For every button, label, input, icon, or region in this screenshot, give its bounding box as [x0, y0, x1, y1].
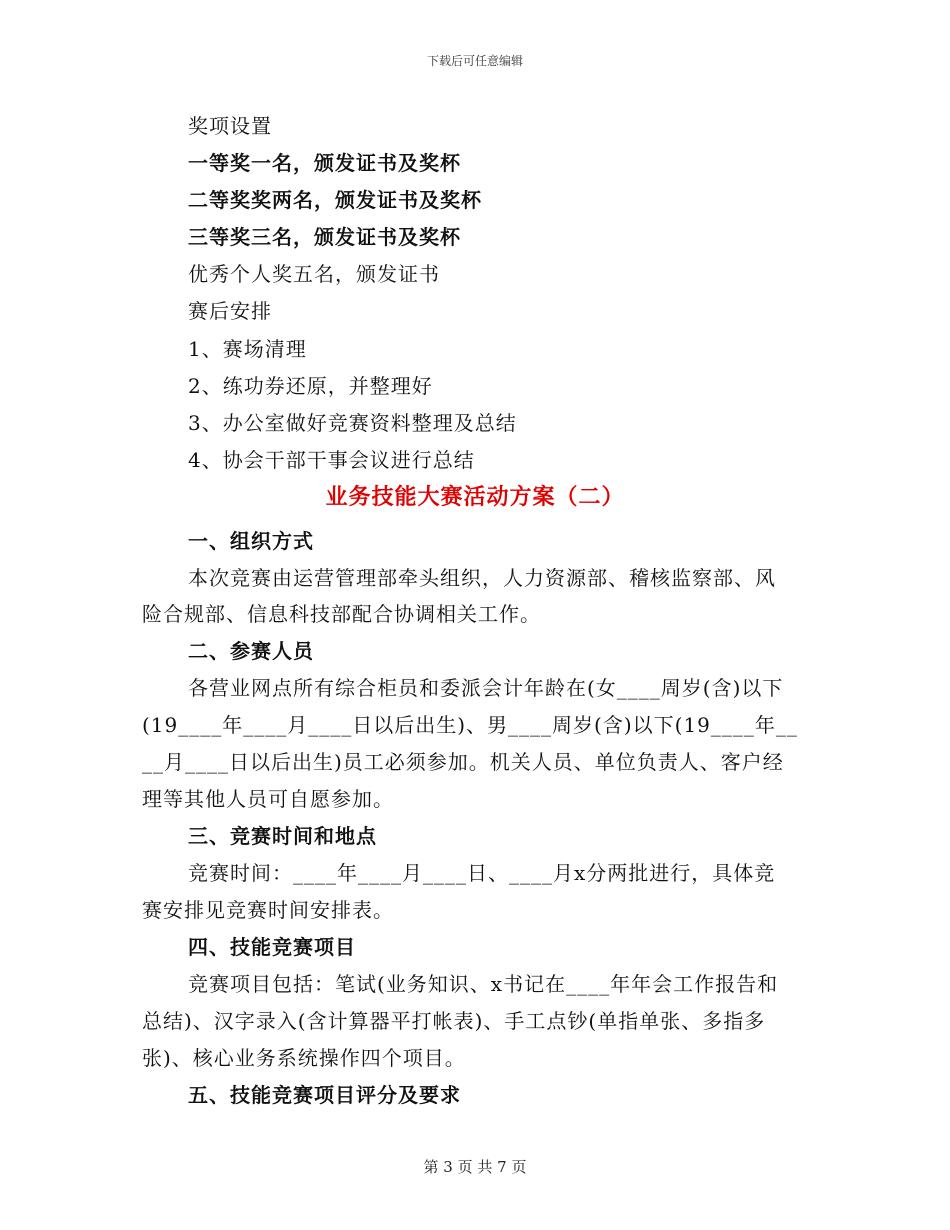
page-header: 下载后可任意编辑: [426, 54, 523, 68]
page-footer: 第 3 页 共 7 页: [423, 1158, 527, 1176]
award-excellent: 优秀个人奖五名，颁发证书: [188, 262, 440, 286]
paragraph-line: 赛安排见竞赛时间安排表。: [142, 898, 394, 922]
paragraph-line: (19____年____月____日以后出生)、男____周岁(含)以下(19____年__: [142, 713, 798, 737]
paragraph-line: 理等其他人员可自愿参加。: [142, 787, 394, 811]
award-third: 三等奖三名，颁发证书及奖杯: [188, 225, 461, 249]
paragraph-line: 总结)、汉字录入(含计算器平打帐表)、手工点钞(单指单张、多指多: [142, 1009, 766, 1033]
award-first: 一等奖一名，颁发证书及奖杯: [188, 151, 461, 175]
after-item: 2、练功券还原，并整理好: [188, 374, 433, 398]
awards-heading: 奖项设置: [188, 114, 272, 138]
paragraph-line: 险合规部、信息科技部配合协调相关工作。: [142, 602, 541, 626]
section-heading-org: 一、组织方式: [188, 529, 314, 553]
paragraph-line: 张)、核心业务系统操作四个项目。: [142, 1046, 466, 1070]
document-title: 业务技能大赛活动方案（二）: [325, 484, 625, 510]
award-second: 二等奖奖两名，颁发证书及奖杯: [188, 188, 482, 212]
paragraph-line: __月____日以后出生)员工必须参加。机关人员、单位负责人、客户经: [142, 750, 784, 774]
paragraph-line: 竞赛项目包括：笔试(业务知识、x书记在____年年会工作报告和: [188, 972, 779, 996]
section-heading-participants: 二、参赛人员: [188, 639, 314, 663]
after-item: 1、赛场清理: [188, 337, 307, 361]
section-heading-scoring: 五、技能竞赛项目评分及要求: [188, 1083, 461, 1107]
section-heading-time: 三、竞赛时间和地点: [188, 824, 377, 848]
after-item: 4、协会干部干事会议进行总结: [188, 448, 475, 472]
paragraph-line: 各营业网点所有综合柜员和委派会计年龄在(女____周岁(含)以下: [188, 676, 784, 700]
after-heading: 赛后安排: [188, 299, 272, 323]
section-heading-items: 四、技能竞赛项目: [188, 935, 356, 959]
after-item: 3、办公室做好竞赛资料整理及总结: [188, 411, 517, 435]
paragraph-line: 竞赛时间：____年____月____日、____月x分两批进行，具体竞: [188, 861, 776, 885]
paragraph-line: 本次竞赛由运营管理部牵头组织，人力资源部、稽核监察部、风: [188, 566, 776, 590]
